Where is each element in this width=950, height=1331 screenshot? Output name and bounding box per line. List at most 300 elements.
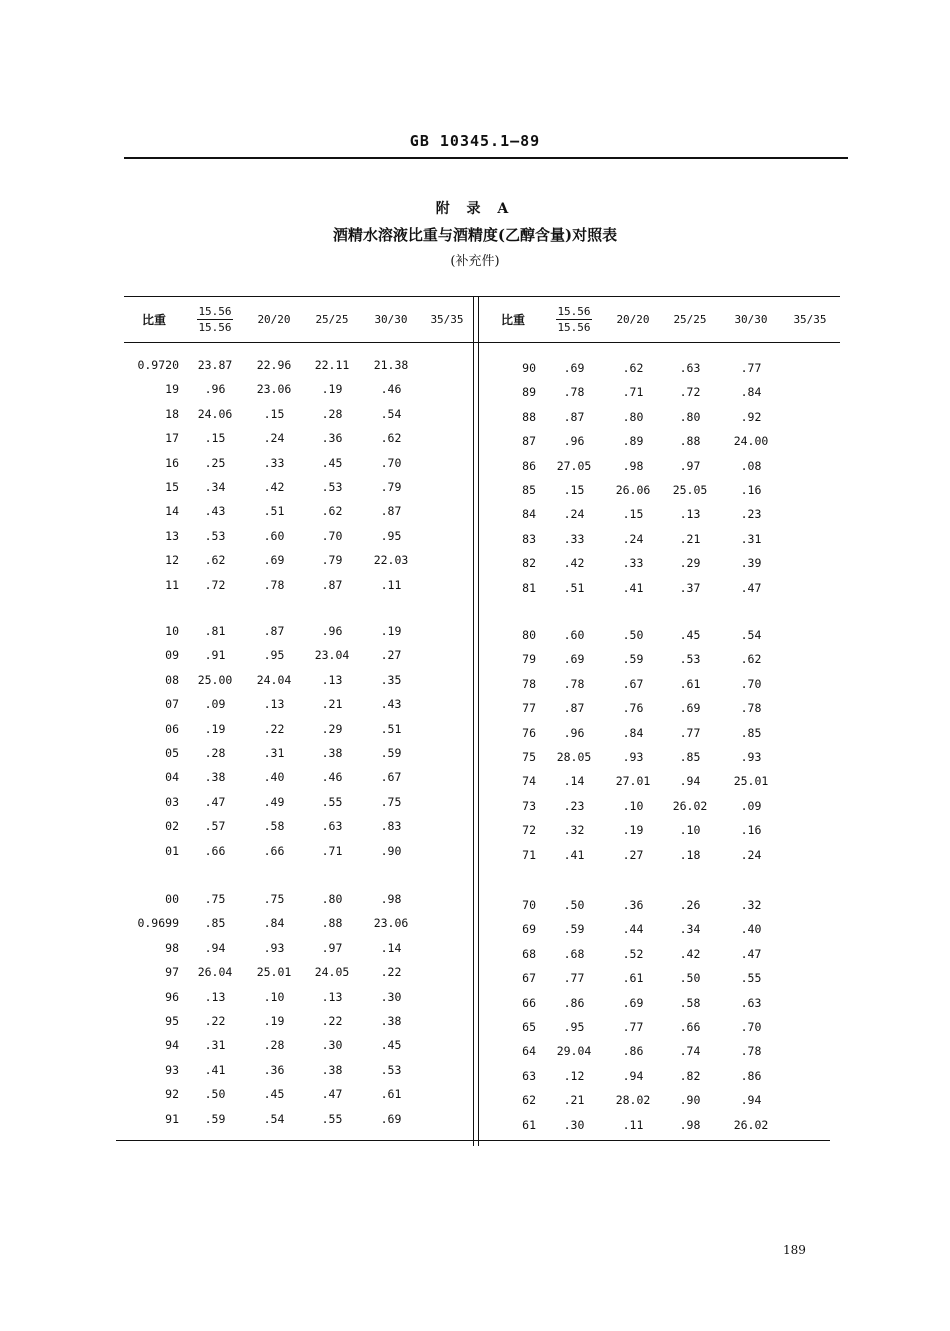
table-row (486, 1064, 840, 1088)
cell-20-20: .28 (263, 1038, 285, 1053)
cell-30-30: .24 (740, 847, 762, 862)
cell-15-56: .75 (204, 892, 226, 906)
cell-25-25: .38 (321, 1062, 343, 1077)
cell-15-56: .87 (563, 701, 585, 716)
cell-15-56: .85 (204, 916, 226, 931)
fraction-numerator: 15.56 (557, 304, 591, 318)
cell-25-25: .30 (321, 1038, 343, 1053)
cell-20-20: .86 (622, 1044, 644, 1059)
cell-30-30: .62 (740, 652, 762, 667)
cell-25-25: .71 (321, 843, 343, 858)
cell-specific-gravity: 72 (522, 823, 536, 838)
cell-specific-gravity: 11 (165, 577, 179, 592)
page-number: 189 (783, 1243, 806, 1257)
cell-30-30: .59 (380, 745, 402, 760)
cell-30-30: .79 (380, 479, 402, 494)
cell-20-20: .41 (622, 580, 644, 595)
cell-20-20: .10 (622, 798, 644, 813)
cell-25-25: .77 (679, 725, 701, 740)
cell-15-56: .15 (563, 482, 585, 497)
cell-25-25: 26.02 (672, 798, 708, 813)
left-row-group (124, 619, 474, 863)
cell-30-30: .95 (380, 528, 402, 543)
cell-20-20: .69 (263, 553, 285, 568)
cell-20-20: 24.04 (256, 672, 292, 687)
table-row (486, 405, 840, 429)
cell-30-30: .22 (380, 965, 402, 980)
cell-specific-gravity: 08 (165, 672, 179, 687)
cell-specific-gravity: 96 (165, 989, 179, 1004)
table-row (486, 647, 840, 671)
fraction-numerator: 15.56 (198, 304, 232, 318)
cell-30-30: .54 (740, 628, 762, 642)
cell-25-25: .26 (679, 898, 701, 912)
table-row (124, 426, 474, 450)
cell-specific-gravity: 73 (522, 798, 536, 813)
cell-20-20: .89 (622, 434, 644, 449)
cell-specific-gravity: 69 (522, 922, 536, 937)
cell-15-56: .94 (204, 940, 226, 955)
cell-30-30: .69 (380, 1111, 402, 1126)
table-row (124, 475, 474, 499)
cell-25-25: .45 (679, 628, 701, 642)
cell-15-56: .77 (563, 971, 585, 986)
cell-specific-gravity: 15 (165, 479, 179, 494)
cell-30-30: .08 (740, 458, 762, 473)
cell-15-56: .30 (563, 1117, 585, 1132)
cell-30-30: .98 (380, 892, 402, 906)
cell-20-20: .24 (622, 531, 644, 546)
cell-15-56: .12 (563, 1068, 585, 1083)
cell-25-25: .80 (321, 892, 343, 906)
cell-specific-gravity: 62 (522, 1093, 536, 1108)
cell-15-56: .19 (204, 721, 226, 736)
table-row (486, 502, 840, 526)
cell-30-30: .90 (380, 843, 402, 858)
cell-25-25: .38 (321, 745, 343, 760)
cell-25-25: .53 (679, 652, 701, 667)
column-header-20-20: 20/20 (257, 312, 291, 326)
cell-15-56: 27.05 (556, 458, 592, 473)
table-row (486, 745, 840, 769)
cell-15-56: .21 (563, 1093, 585, 1108)
table-row (486, 893, 840, 917)
cell-20-20: .95 (263, 648, 285, 663)
cell-15-56: .31 (204, 1038, 226, 1053)
table-row (124, 741, 474, 765)
cell-specific-gravity: 0.9720 (137, 358, 179, 372)
cell-specific-gravity: 86 (522, 458, 536, 473)
cell-specific-gravity: 66 (522, 995, 536, 1010)
cell-30-30: .62 (380, 431, 402, 446)
cell-15-56: .24 (563, 507, 585, 522)
cell-20-20: .11 (622, 1117, 644, 1132)
cell-25-25: .19 (321, 382, 343, 397)
cell-specific-gravity: 89 (522, 385, 536, 400)
cell-20-20: .93 (263, 940, 285, 955)
cell-25-25: .37 (679, 580, 701, 595)
cell-25-25: .28 (321, 406, 343, 421)
cell-30-30: .16 (740, 482, 762, 497)
cell-20-20: .31 (263, 745, 285, 760)
cell-25-25: .63 (321, 819, 343, 834)
table-row (124, 985, 474, 1009)
cell-15-56: .23 (563, 798, 585, 813)
table-row (124, 839, 474, 863)
column-header-20-20: 20/20 (616, 312, 650, 326)
cell-specific-gravity: 61 (522, 1117, 536, 1132)
cell-15-56: .41 (204, 1062, 226, 1077)
cell-20-20: .71 (622, 385, 644, 400)
table-row (124, 377, 474, 401)
cell-30-30: .61 (380, 1087, 402, 1102)
cell-specific-gravity: 98 (165, 940, 179, 955)
cell-20-20: .13 (263, 697, 285, 712)
cell-25-25: .96 (321, 624, 343, 638)
table-header-rule (124, 342, 840, 343)
cell-15-56: .69 (563, 361, 585, 375)
cell-20-20: .15 (622, 507, 644, 522)
cell-15-56: .96 (563, 434, 585, 449)
table-row (124, 643, 474, 667)
cell-20-20: 23.06 (256, 382, 292, 397)
table-row (124, 887, 474, 911)
cell-25-25: .50 (679, 971, 701, 986)
cell-20-20: .45 (263, 1087, 285, 1102)
cell-15-56: .25 (204, 455, 226, 470)
cell-15-56: .15 (204, 431, 226, 446)
cell-specific-gravity: 75 (522, 749, 536, 764)
cell-specific-gravity: 83 (522, 531, 536, 546)
cell-specific-gravity: 05 (165, 745, 179, 760)
cell-specific-gravity: 0.9699 (137, 916, 179, 931)
appendix-label: 附 录 A (435, 201, 515, 217)
fraction-denominator: 15.56 (198, 320, 232, 334)
cell-30-30: .40 (740, 922, 762, 937)
cell-specific-gravity: 65 (522, 1019, 536, 1034)
cell-15-56: .13 (204, 989, 226, 1004)
cell-20-20: 28.02 (615, 1093, 651, 1108)
cell-specific-gravity: 85 (522, 482, 536, 497)
cell-20-20: .76 (622, 701, 644, 716)
cell-25-25: .13 (321, 672, 343, 687)
cell-20-20: .59 (622, 652, 644, 667)
cell-15-56: .91 (204, 648, 226, 663)
cell-specific-gravity: 77 (522, 701, 536, 716)
cell-15-56: .33 (563, 531, 585, 546)
cell-15-56: 25.00 (197, 672, 233, 687)
table-row (124, 717, 474, 741)
cell-20-20: .24 (263, 431, 285, 446)
fraction-denominator: 15.56 (557, 320, 591, 334)
cell-25-25: .82 (679, 1068, 701, 1083)
cell-20-20: .19 (263, 1013, 285, 1028)
left-row-group (124, 887, 474, 1131)
cell-30-30: .77 (740, 361, 762, 375)
cell-specific-gravity: 00 (165, 892, 179, 906)
cell-15-56: .66 (204, 843, 226, 858)
cell-25-25: .13 (679, 507, 701, 522)
cell-20-20: .36 (622, 898, 644, 912)
cell-20-20: .78 (263, 577, 285, 592)
cell-specific-gravity: 17 (165, 431, 179, 446)
cell-25-25: .97 (321, 940, 343, 955)
cell-20-20: .62 (622, 361, 644, 375)
cell-20-20: .84 (622, 725, 644, 740)
cell-30-30: .63 (740, 995, 762, 1010)
cell-20-20: .52 (622, 946, 644, 961)
cell-25-25: .34 (679, 922, 701, 937)
cell-25-25: .85 (679, 749, 701, 764)
cell-specific-gravity: 67 (522, 971, 536, 986)
table-row (486, 843, 840, 867)
cell-specific-gravity: 14 (165, 504, 179, 519)
column-header-specific-gravity: 比重 (500, 312, 525, 327)
cell-specific-gravity: 12 (165, 553, 179, 568)
cell-20-20: .44 (622, 922, 644, 937)
cell-15-56: .69 (563, 652, 585, 667)
column-header-35-35: 35/35 (793, 312, 827, 326)
cell-15-56: .53 (204, 528, 226, 543)
column-header-25-25: 25/25 (673, 312, 707, 326)
cell-specific-gravity: 90 (522, 361, 536, 375)
cell-30-30: .53 (380, 1062, 402, 1077)
cell-30-30: 23.06 (373, 916, 409, 931)
cell-specific-gravity: 19 (165, 382, 179, 397)
table-row (486, 966, 840, 990)
cell-25-25: .61 (679, 676, 701, 691)
column-header-25-25: 25/25 (315, 312, 349, 326)
table-row (486, 527, 840, 551)
right-row-group (486, 356, 840, 600)
table-row (486, 1088, 840, 1112)
cell-30-30: 24.00 (733, 434, 769, 449)
cell-30-30: .78 (740, 701, 762, 716)
cell-20-20: .66 (263, 843, 285, 858)
cell-25-25: 24.05 (314, 965, 350, 980)
table-row (124, 668, 474, 692)
cell-25-25: 22.11 (314, 358, 350, 372)
cell-30-30: .16 (740, 823, 762, 838)
cell-15-56: .09 (204, 697, 226, 712)
column-header-specific-gravity: 比重 (141, 312, 166, 327)
cell-20-20: .84 (263, 916, 285, 931)
table-row (124, 1009, 474, 1033)
cell-30-30: .23 (740, 507, 762, 522)
cell-30-30: .54 (380, 406, 402, 421)
cell-20-20: .61 (622, 971, 644, 986)
cell-specific-gravity: 16 (165, 455, 179, 470)
cell-20-20: 26.06 (615, 482, 651, 497)
cell-15-56: .50 (204, 1087, 226, 1102)
table-row (486, 478, 840, 502)
cell-25-25: .53 (321, 479, 343, 494)
cell-30-30: .86 (740, 1068, 762, 1083)
cell-20-20: .10 (263, 989, 285, 1004)
cell-25-25: .87 (321, 577, 343, 592)
right-row-group (486, 623, 840, 867)
cell-25-25: .21 (321, 697, 343, 712)
cell-25-25: .69 (679, 701, 701, 716)
cell-25-25: .74 (679, 1044, 701, 1059)
cell-specific-gravity: 10 (165, 624, 179, 638)
cell-15-56: .87 (563, 409, 585, 424)
table-row (486, 917, 840, 941)
cell-25-25: .98 (679, 1117, 701, 1132)
table-row (486, 769, 840, 793)
cell-specific-gravity: 71 (522, 847, 536, 862)
cell-specific-gravity: 03 (165, 794, 179, 809)
cell-20-20: .69 (622, 995, 644, 1010)
cell-25-25: .88 (321, 916, 343, 931)
cell-15-56: .34 (204, 479, 226, 494)
cell-15-56: .42 (563, 556, 585, 571)
cell-15-56: .50 (563, 898, 585, 912)
cell-30-30: .11 (380, 577, 402, 592)
table-row (486, 672, 840, 696)
cell-30-30: 25.01 (733, 774, 769, 789)
cell-25-25: .80 (679, 409, 701, 424)
cell-30-30: .51 (380, 721, 402, 736)
cell-30-30: .93 (740, 749, 762, 764)
table-row (486, 1015, 840, 1039)
table-row (486, 576, 840, 600)
table-row (486, 721, 840, 745)
cell-specific-gravity: 18 (165, 406, 179, 421)
cell-25-25: .13 (321, 989, 343, 1004)
cell-25-25: .72 (679, 385, 701, 400)
cell-specific-gravity: 93 (165, 1062, 179, 1077)
cell-specific-gravity: 64 (522, 1044, 536, 1059)
cell-20-20: .22 (263, 721, 285, 736)
cell-25-25: .18 (679, 847, 701, 862)
table-row (124, 353, 474, 377)
cell-15-56: .78 (563, 676, 585, 691)
cell-15-56: .57 (204, 819, 226, 834)
cell-20-20: .94 (622, 1068, 644, 1083)
table-row (486, 429, 840, 453)
cell-30-30: .85 (740, 725, 762, 740)
cell-20-20: .93 (622, 749, 644, 764)
column-header-15-56 (540, 296, 608, 342)
table-row (124, 1107, 474, 1131)
cell-15-56: .51 (563, 580, 585, 595)
cell-20-20: .40 (263, 770, 285, 785)
cell-30-30: .70 (740, 1019, 762, 1034)
cell-30-30: 26.02 (733, 1117, 769, 1132)
cell-30-30: .43 (380, 697, 402, 712)
cell-30-30: .84 (740, 385, 762, 400)
cell-30-30: .19 (380, 624, 402, 638)
cell-15-56: .47 (204, 794, 226, 809)
cell-25-25: .29 (321, 721, 343, 736)
table-row (486, 1039, 840, 1063)
cell-specific-gravity: 06 (165, 721, 179, 736)
cell-15-56: 28.05 (556, 749, 592, 764)
cell-20-20: .15 (263, 406, 285, 421)
column-header-30-30: 30/30 (374, 312, 408, 326)
table-row (124, 451, 474, 475)
cell-30-30: .35 (380, 672, 402, 687)
table-row (124, 692, 474, 716)
table-row (486, 356, 840, 380)
cell-25-25: .94 (679, 774, 701, 789)
cell-30-30: .46 (380, 382, 402, 397)
cell-20-20: .49 (263, 794, 285, 809)
cell-15-56: .96 (563, 725, 585, 740)
right-header-row (486, 296, 840, 342)
cell-20-20: 22.96 (256, 358, 292, 372)
cell-15-56: 24.06 (197, 406, 233, 421)
cell-30-30: .09 (740, 798, 762, 813)
cell-specific-gravity: 82 (522, 556, 536, 571)
cell-25-25: .97 (679, 458, 701, 473)
table-row (124, 1082, 474, 1106)
table-row (486, 380, 840, 404)
cell-specific-gravity: 92 (165, 1087, 179, 1102)
cell-25-25: .58 (679, 995, 701, 1010)
cell-15-56: .28 (204, 745, 226, 760)
cell-25-25: .46 (321, 770, 343, 785)
cell-15-56: .78 (563, 385, 585, 400)
cell-30-30: .92 (740, 409, 762, 424)
table-row (124, 936, 474, 960)
cell-30-30: 22.03 (373, 553, 409, 568)
cell-30-30: .94 (740, 1093, 762, 1108)
cell-specific-gravity: 13 (165, 528, 179, 543)
left-row-group (124, 353, 474, 597)
cell-25-25: .55 (321, 1111, 343, 1126)
cell-15-56: .86 (563, 995, 585, 1010)
cell-25-25: .42 (679, 946, 701, 961)
table-row (486, 551, 840, 575)
cell-specific-gravity: 02 (165, 819, 179, 834)
cell-25-25: .88 (679, 434, 701, 449)
cell-25-25: .63 (679, 361, 701, 375)
cell-20-20: 27.01 (615, 774, 651, 789)
cell-20-20: .27 (622, 847, 644, 862)
cell-15-56: .14 (563, 774, 585, 789)
cell-specific-gravity: 94 (165, 1038, 179, 1053)
table-row (124, 1033, 474, 1057)
cell-25-25: .36 (321, 431, 343, 446)
table-row (124, 814, 474, 838)
cell-20-20: .67 (622, 676, 644, 691)
cell-20-20: .54 (263, 1111, 285, 1126)
cell-25-25: .55 (321, 794, 343, 809)
cell-specific-gravity: 63 (522, 1068, 536, 1083)
table-row (124, 619, 474, 643)
table-row (486, 1113, 840, 1137)
cell-30-30: 21.38 (373, 358, 409, 372)
column-header-15-56 (184, 296, 246, 342)
cell-15-56: .22 (204, 1013, 226, 1028)
cell-25-25: .10 (679, 823, 701, 838)
table-row (124, 1058, 474, 1082)
cell-20-20: .60 (263, 528, 285, 543)
table-row (124, 790, 474, 814)
table-row (124, 499, 474, 523)
cell-specific-gravity: 70 (522, 898, 536, 912)
table-row (124, 573, 474, 597)
cell-25-25: .45 (321, 455, 343, 470)
cell-specific-gravity: 01 (165, 843, 179, 858)
column-header-35-35: 35/35 (430, 312, 464, 326)
cell-30-30: .87 (380, 504, 402, 519)
cell-15-56: .38 (204, 770, 226, 785)
left-header-row (124, 296, 474, 342)
cell-15-56: .96 (204, 382, 226, 397)
